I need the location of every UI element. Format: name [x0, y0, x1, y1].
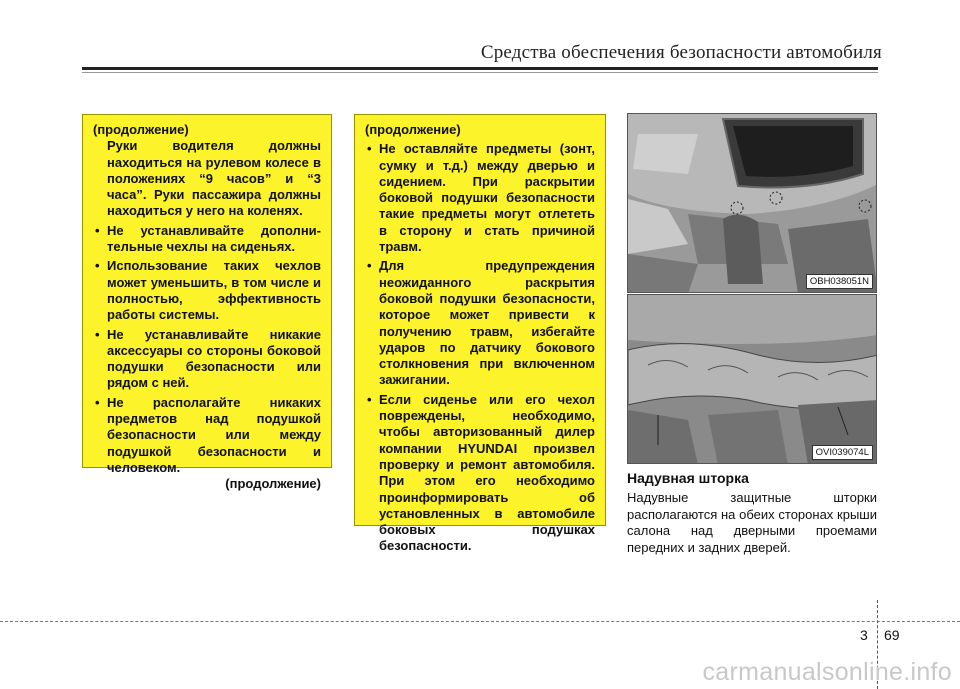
section-title: Надувная шторка [627, 470, 749, 486]
list-item: • Не устанавливайте дополни-тельные чехлы на сиденьях. [93, 223, 321, 256]
curtain-airbag-photo [627, 294, 877, 464]
page-header-title: Средства обеспечения безопасности автомобиля [480, 42, 882, 63]
header-rule [82, 67, 878, 70]
footer-rule [0, 621, 960, 622]
list-item: • Если сиденье или его чехол повреждены, необходимо, чтобы авторизованный дилер компании HYUNDAI произвел проверку и ремонт автомобиля. При этом его необходимо проинформировать об установленных в автомобиле боковых подушках безопасности. [365, 392, 595, 555]
warning-box-middle [354, 114, 606, 554]
warning-box-left [82, 114, 332, 492]
interior-roof-photo [627, 113, 877, 293]
continued-label-bottom: (продолжение) [225, 476, 321, 492]
warning-intro: Руки водителя должны находиться на рулевом колесе в положениях “9 часов” и “3 часа”. Руки пассажира должны находиться у него на коленях. [107, 138, 321, 219]
watermark: carmanualsonline.info [702, 658, 952, 686]
warning-list [93, 223, 321, 476]
header-rule-thin [82, 72, 878, 73]
curtain-airbag-illustration [628, 295, 877, 464]
continued-label-top: (продолжение) [93, 122, 189, 137]
interior-roof-illustration [628, 114, 877, 293]
photo-caption: OVI039074L [812, 445, 873, 460]
list-item: • Использование таких чехлов может уменьшить, в том числе и полностью, эффективность работы системы. [93, 258, 321, 323]
list-item: • Не располагайте никаких предметов над подушкой безопасности или между подушкой безопасности и человеком. [93, 395, 321, 476]
list-item: • Для предупреждения неожиданного раскрытия боковой подушки безопасности, которое может привести к получению травм, избегайте ударов по датчику бокового столкновения при включенном зажигании. [365, 258, 595, 388]
photo-caption: OBH038051N [806, 274, 873, 289]
chapter-number: 3 [860, 627, 868, 643]
list-item: • Не оставляйте предметы (зонт, сумку и т.д.) между дверью и сидением. При раскрытии боковой подушки безопасности такие предметы могут отлететь в сторону и стать причиной травм. [365, 141, 595, 255]
section-text: Надувные защитные шторки располагаются на обеих сторонах крыши салона над дверными проемами передних и задних дверей. [627, 490, 877, 555]
warning-list [365, 141, 595, 554]
continued-label-top: (продолжение) [365, 122, 461, 137]
list-item: • Не устанавливайте никакие аксессуары со стороны боковой подушки безопасности или рядом с ней. [93, 327, 321, 392]
page-number: 69 [884, 627, 900, 643]
